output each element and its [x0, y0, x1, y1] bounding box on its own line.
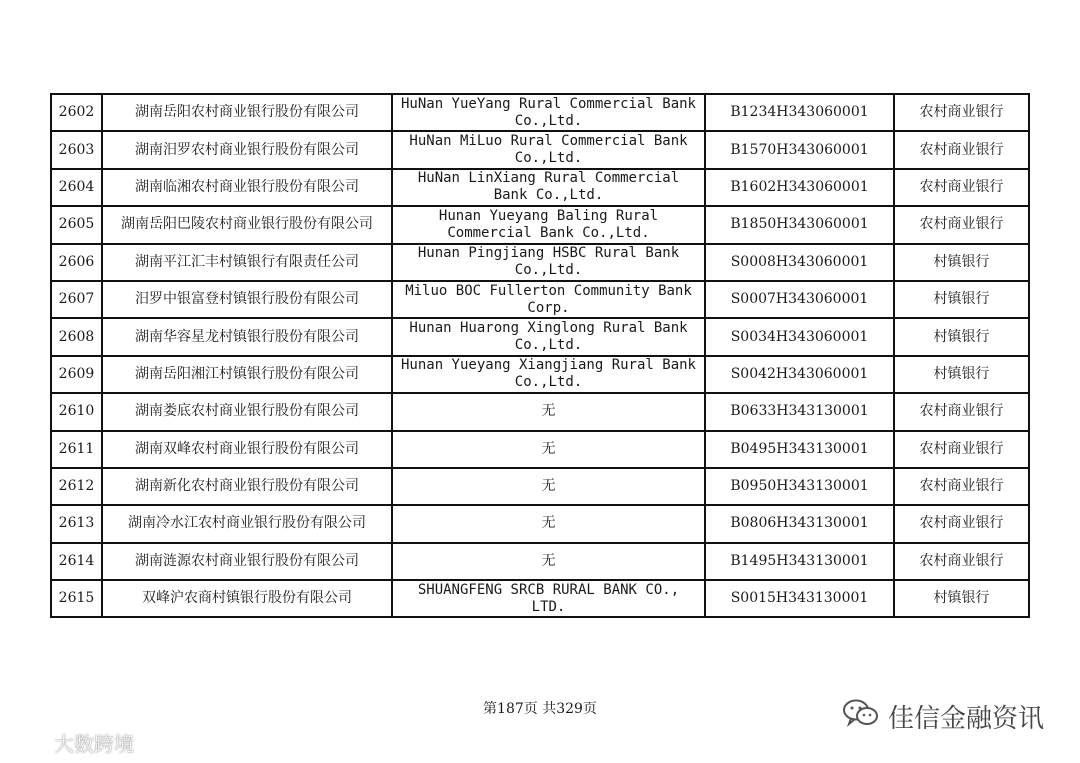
cell-institution-code: S0034H343060001 [705, 318, 894, 355]
weibo-logo-icon [10, 727, 48, 758]
cell-chinese-name: 湖南汨罗农村商业银行股份有限公司 [102, 131, 392, 168]
cell-institution-code: B0806H343130001 [705, 505, 894, 542]
cell-chinese-name: 双峰沪农商村镇银行股份有限公司 [102, 580, 392, 617]
cell-institution-type: 农村商业银行 [894, 393, 1029, 430]
cell-chinese-name: 湖南双峰农村商业银行股份有限公司 [102, 431, 392, 468]
cell-serial-number: 2609 [51, 356, 102, 393]
cell-institution-code: B1234H343060001 [705, 94, 894, 131]
table-row [51, 206, 1029, 243]
cell-institution-code: B1495H343130001 [705, 543, 894, 580]
cell-institution-type: 农村商业银行 [894, 468, 1029, 505]
cell-serial-number: 2613 [51, 505, 102, 542]
cell-serial-number: 2612 [51, 468, 102, 505]
cell-english-name: 无 [392, 393, 705, 430]
cell-english-name: HuNan MiLuo Rural Commercial Bank Co.,Ltd. [392, 131, 705, 168]
table-row [51, 431, 1029, 468]
cell-institution-code: S0042H343060001 [705, 356, 894, 393]
cell-english-name: 无 [392, 543, 705, 580]
page-number: 第187页 共329页 [483, 701, 597, 717]
watermark [10, 727, 134, 758]
cell-institution-code: B0495H343130001 [705, 431, 894, 468]
cell-chinese-name: 湖南平江汇丰村镇银行有限责任公司 [102, 244, 392, 281]
brand-name: 佳信金融资讯 [887, 703, 1044, 734]
cell-english-name: 无 [392, 468, 705, 505]
bank-registry-table [50, 93, 1030, 618]
cell-chinese-name: 汨罗中银富登村镇银行股份有限公司 [102, 281, 392, 318]
cell-serial-number: 2607 [51, 281, 102, 318]
cell-english-name: Hunan Huarong Xinglong Rural Bank Co.,Ltd. [392, 318, 705, 355]
cell-institution-code: B1850H343060001 [705, 206, 894, 243]
cell-english-name: HuNan LinXiang Rural Commercial Bank Co.,Ltd. [392, 169, 705, 206]
cell-chinese-name: 湖南临湘农村商业银行股份有限公司 [102, 169, 392, 206]
cell-english-name: SHUANGFENG SRCB RURAL BANK CO., LTD. [392, 580, 705, 617]
cell-institution-code: S0015H343130001 [705, 580, 894, 617]
cell-chinese-name: 湖南冷水江农村商业银行股份有限公司 [102, 505, 392, 542]
cell-english-name: 无 [392, 431, 705, 468]
cell-serial-number: 2614 [51, 543, 102, 580]
cell-chinese-name: 湖南岳阳巴陵农村商业银行股份有限公司 [102, 206, 392, 243]
cell-chinese-name: 湖南岳阳湘江村镇银行股份有限公司 [102, 356, 392, 393]
cell-chinese-name: 湖南华容星龙村镇银行股份有限公司 [102, 318, 392, 355]
cell-english-name: Hunan Yueyang Baling Rural Commercial Bank Co.,Ltd. [392, 206, 705, 243]
cell-institution-code: B0950H343130001 [705, 468, 894, 505]
cell-institution-type: 村镇银行 [894, 580, 1029, 617]
watermark-text: 大数跨境 [54, 732, 134, 756]
cell-institution-code: B0633H343130001 [705, 393, 894, 430]
cell-institution-type: 农村商业银行 [894, 94, 1029, 131]
cell-institution-type: 村镇银行 [894, 318, 1029, 355]
table-row [51, 468, 1029, 505]
table-row [51, 356, 1029, 393]
table-row [51, 94, 1029, 131]
cell-institution-type: 村镇银行 [894, 281, 1029, 318]
cell-institution-type: 村镇银行 [894, 244, 1029, 281]
cell-institution-type: 农村商业银行 [894, 543, 1029, 580]
cell-chinese-name: 湖南涟源农村商业银行股份有限公司 [102, 543, 392, 580]
cell-chinese-name: 湖南新化农村商业银行股份有限公司 [102, 468, 392, 505]
cell-serial-number: 2610 [51, 393, 102, 430]
cell-english-name: Hunan Pingjiang HSBC Rural Bank Co.,Ltd. [392, 244, 705, 281]
cell-institution-code: S0007H343060001 [705, 281, 894, 318]
table-body [51, 94, 1029, 617]
cell-english-name: 无 [392, 505, 705, 542]
cell-institution-type: 农村商业银行 [894, 431, 1029, 468]
cell-institution-code: B1570H343060001 [705, 131, 894, 168]
cell-institution-type: 农村商业银行 [894, 131, 1029, 168]
cell-serial-number: 2608 [51, 318, 102, 355]
table-row [51, 244, 1029, 281]
table-row [51, 543, 1029, 580]
cell-institution-type: 农村商业银行 [894, 206, 1029, 243]
cell-institution-type: 农村商业银行 [894, 505, 1029, 542]
table-row [51, 131, 1029, 168]
cell-english-name: Miluo BOC Fullerton Community Bank Corp. [392, 281, 705, 318]
brand-mark [842, 700, 1044, 732]
cell-chinese-name: 湖南娄底农村商业银行股份有限公司 [102, 393, 392, 430]
table-row [51, 393, 1029, 430]
cell-serial-number: 2606 [51, 244, 102, 281]
table-row [51, 318, 1029, 355]
table-row [51, 580, 1029, 617]
cell-institution-code: S0008H343060001 [705, 244, 894, 281]
cell-serial-number: 2602 [51, 94, 102, 131]
cell-institution-type: 村镇银行 [894, 356, 1029, 393]
cell-english-name: HuNan YueYang Rural Commercial Bank Co.,Ltd. [392, 94, 705, 131]
cell-institution-type: 农村商业银行 [894, 169, 1029, 206]
table-row [51, 169, 1029, 206]
wechat-icon [842, 698, 880, 735]
cell-english-name: Hunan Yueyang Xiangjiang Rural Bank Co.,Ltd. [392, 356, 705, 393]
table-row [51, 505, 1029, 542]
cell-serial-number: 2611 [51, 431, 102, 468]
cell-serial-number: 2605 [51, 206, 102, 243]
cell-serial-number: 2603 [51, 131, 102, 168]
table-row [51, 281, 1029, 318]
cell-institution-code: B1602H343060001 [705, 169, 894, 206]
cell-chinese-name: 湖南岳阳农村商业银行股份有限公司 [102, 94, 392, 131]
cell-serial-number: 2615 [51, 580, 102, 617]
cell-serial-number: 2604 [51, 169, 102, 206]
